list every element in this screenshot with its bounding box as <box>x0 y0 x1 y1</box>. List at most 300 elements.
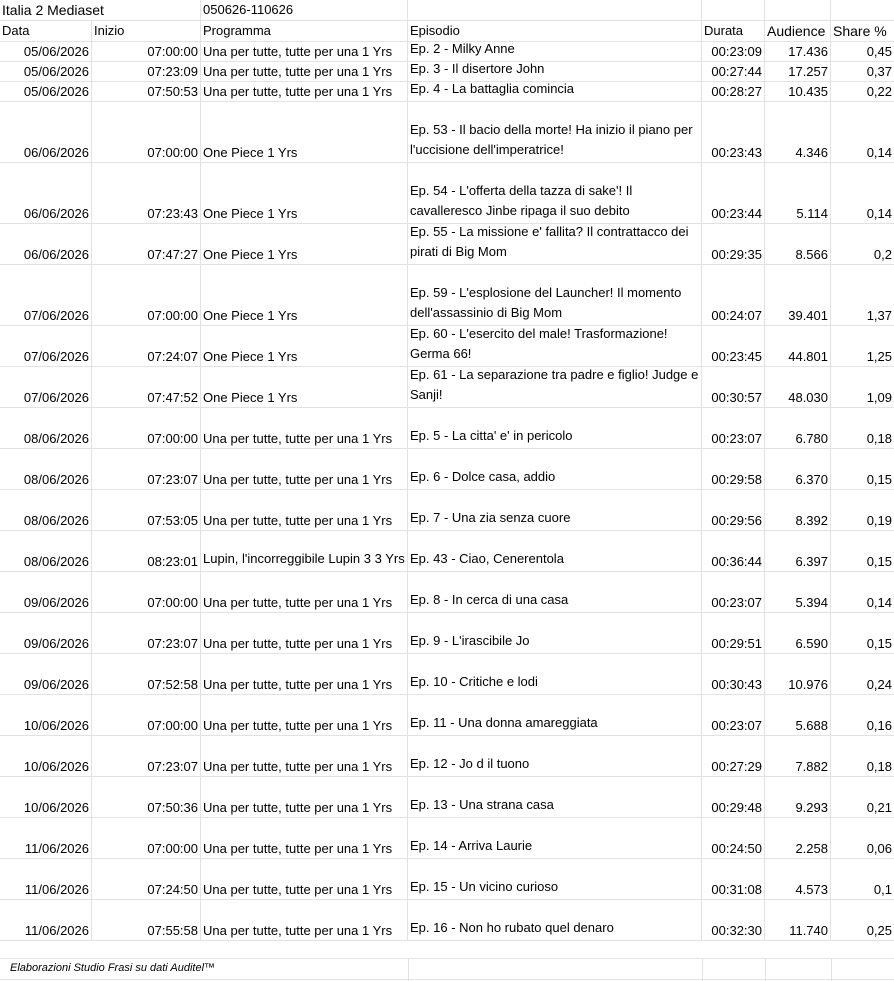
cell-episodio[interactable] <box>408 326 702 366</box>
cell-inizio[interactable] <box>92 224 201 264</box>
cell-inizio[interactable] <box>92 490 201 530</box>
cell-programma[interactable] <box>201 163 408 223</box>
cell-share-text: 0,25 <box>866 923 892 938</box>
cell-data[interactable] <box>0 82 92 101</box>
cell-audience[interactable] <box>765 736 831 776</box>
cell-data[interactable] <box>0 102 92 162</box>
cell-programma[interactable] <box>201 613 408 653</box>
cell-share-text: 0,14 <box>866 206 892 221</box>
cell-audience[interactable] <box>765 367 831 407</box>
cell-programma-text: Lupin, l'incorreggibile Lupin 3 3 Yrs <box>203 551 405 566</box>
table-row <box>0 62 894 82</box>
cell-audience[interactable] <box>765 490 831 530</box>
cell-episodio[interactable] <box>408 408 702 448</box>
cell-audience-text: 11.740 <box>789 923 828 938</box>
cell-programma[interactable] <box>201 531 408 571</box>
cell-episodio[interactable] <box>408 367 702 407</box>
cell-share[interactable] <box>831 777 894 817</box>
cell-episodio-text: Ep. 2 - Milky Anne <box>410 42 515 56</box>
table-row <box>0 654 894 695</box>
cell-audience-text: 6.780 <box>795 431 828 446</box>
footer-credit: Elaborazioni Studio Frasi su dati Auditel™ <box>10 962 216 974</box>
cell-inizio-text: 07:23:43 <box>147 206 198 221</box>
cell-programma-text: One Piece 1 Yrs <box>203 145 298 160</box>
cell-durata[interactable] <box>702 818 765 858</box>
cell-inizio[interactable] <box>92 62 201 81</box>
cell-durata-text: 00:23:44 <box>711 206 762 221</box>
cell-audience[interactable] <box>765 859 831 899</box>
cell-durata[interactable] <box>702 900 765 940</box>
cell-episodio-text: Ep. 54 - L'offerta della tazza di sake'! Il cavalleresco Jinbe ripaga il suo debito <box>410 183 633 218</box>
cell-episodio-text: Ep. 5 - La citta' e' in pericolo <box>410 428 573 443</box>
cell-programma-text: Una per tutte, tutte per una 1 Yrs <box>203 841 393 856</box>
cell-share-text: 1,37 <box>866 308 892 323</box>
header-data[interactable]: Data <box>0 21 92 41</box>
cell-audience-text: 39.401 <box>788 308 828 323</box>
empty-cell[interactable] <box>765 0 831 20</box>
table-row <box>0 900 894 941</box>
cell-durata[interactable] <box>702 613 765 653</box>
cell-share[interactable] <box>831 695 894 735</box>
cell-data[interactable] <box>0 62 92 81</box>
cell-durata[interactable] <box>702 326 765 366</box>
cell-episodio-text: Ep. 12 - Jo d il tuono <box>410 756 530 771</box>
cell-inizio[interactable] <box>92 818 201 858</box>
cell-data[interactable] <box>0 900 92 940</box>
cell-audience[interactable] <box>765 82 831 101</box>
cell-programma[interactable] <box>201 408 408 448</box>
cell-audience[interactable] <box>765 531 831 571</box>
table-row <box>0 224 894 265</box>
cell-durata[interactable] <box>702 449 765 489</box>
cell-share-text: 0,19 <box>866 513 892 528</box>
cell-durata-text: 00:24:50 <box>711 841 762 856</box>
cell-inizio[interactable] <box>92 102 201 162</box>
cell-episodio-text: Ep. 16 - Non ho rubato quel denaro <box>410 920 614 935</box>
empty-cell[interactable] <box>702 0 765 20</box>
cell-programma-text: Una per tutte, tutte per una 1 Yrs <box>203 44 393 59</box>
cell-episodio[interactable] <box>408 163 702 223</box>
cell-audience[interactable] <box>765 818 831 858</box>
cell-episodio-text: Ep. 60 - L'esercito del male! Trasformazione! Germa 66! <box>410 326 668 361</box>
cell-share[interactable] <box>831 613 894 653</box>
cell-data-text: 06/06/2026 <box>23 247 89 262</box>
cell-data[interactable] <box>0 408 92 448</box>
cell-audience-text: 5.394 <box>795 595 828 610</box>
cell-inizio[interactable] <box>92 531 201 571</box>
cell-programma-text: One Piece 1 Yrs <box>203 349 298 364</box>
cell-share[interactable] <box>831 736 894 776</box>
cell-episodio[interactable] <box>408 695 702 735</box>
cell-data[interactable] <box>0 531 92 571</box>
cell-audience[interactable] <box>765 777 831 817</box>
cell-inizio[interactable] <box>92 265 201 325</box>
cell-inizio-text: 07:23:09 <box>147 64 198 79</box>
cell-audience-text: 10.976 <box>788 677 828 692</box>
cell-data[interactable] <box>0 572 92 612</box>
cell-programma[interactable] <box>201 654 408 694</box>
cell-audience-text: 9.293 <box>795 800 828 815</box>
cell-inizio[interactable] <box>92 736 201 776</box>
cell-audience-text: 5.688 <box>795 718 828 733</box>
cell-data-text: 11/06/2026 <box>24 882 89 897</box>
cell-data-text: 08/06/2026 <box>23 431 89 446</box>
cell-episodio[interactable] <box>408 859 702 899</box>
cell-durata[interactable] <box>702 82 765 101</box>
cell-audience[interactable] <box>765 62 831 81</box>
channel-title[interactable]: Italia 2 Mediaset <box>0 0 201 20</box>
table-row <box>0 859 894 900</box>
cell-durata[interactable] <box>702 736 765 776</box>
cell-data[interactable] <box>0 818 92 858</box>
cell-programma-text: Una per tutte, tutte per una 1 Yrs <box>203 513 393 528</box>
divider <box>0 979 894 980</box>
cell-programma[interactable] <box>201 695 408 735</box>
cell-inizio-text: 07:00:00 <box>147 308 198 323</box>
cell-share-text: 0,22 <box>866 84 892 99</box>
cell-audience[interactable] <box>765 42 831 61</box>
cell-programma-text: Una per tutte, tutte per una 1 Yrs <box>203 677 393 692</box>
cell-share[interactable] <box>831 82 894 101</box>
cell-programma-text: Una per tutte, tutte per una 1 Yrs <box>203 84 393 99</box>
cell-durata[interactable] <box>702 42 765 61</box>
cell-audience-text: 10.435 <box>788 84 828 99</box>
cell-inizio[interactable] <box>92 859 201 899</box>
cell-data[interactable] <box>0 163 92 223</box>
cell-programma-text: Una per tutte, tutte per una 1 Yrs <box>203 636 393 651</box>
header-audience[interactable]: Audience <box>765 21 831 41</box>
cell-share[interactable] <box>831 449 894 489</box>
cell-audience[interactable] <box>765 613 831 653</box>
cell-audience-text: 6.397 <box>795 554 828 569</box>
cell-audience[interactable] <box>765 572 831 612</box>
cell-inizio-text: 07:47:52 <box>147 390 198 405</box>
table-row <box>0 367 894 408</box>
cell-inizio[interactable] <box>92 326 201 366</box>
header-programma[interactable]: Programma <box>201 21 408 41</box>
empty-cell[interactable] <box>831 0 894 20</box>
cell-durata[interactable] <box>702 531 765 571</box>
cell-audience[interactable] <box>765 102 831 162</box>
cell-programma-text: Una per tutte, tutte per una 1 Yrs <box>203 759 393 774</box>
cell-share-text: 0,1 <box>873 882 892 897</box>
cell-inizio-text: 07:50:36 <box>147 800 198 815</box>
cell-episodio-text: Ep. 11 - Una donna amareggiata <box>410 715 598 730</box>
cell-inizio[interactable] <box>92 42 201 61</box>
cell-durata[interactable] <box>702 777 765 817</box>
cell-audience[interactable] <box>765 408 831 448</box>
cell-share-text: 0,24 <box>866 677 892 692</box>
cell-durata-text: 00:23:07 <box>711 431 762 446</box>
cell-share[interactable] <box>831 818 894 858</box>
cell-programma[interactable] <box>201 326 408 366</box>
cell-inizio-text: 07:55:58 <box>147 923 198 938</box>
cell-share-text: 1,09 <box>866 390 892 405</box>
cell-durata-text: 00:30:43 <box>711 677 762 692</box>
table-row <box>0 82 894 102</box>
cell-programma[interactable] <box>201 224 408 264</box>
table-row <box>0 102 894 163</box>
cell-data-text: 06/06/2026 <box>23 206 89 221</box>
cell-episodio-text: Ep. 3 - Il disertore John <box>410 62 545 76</box>
cell-episodio[interactable] <box>408 654 702 694</box>
cell-episodio-text: Ep. 14 - Arriva Laurie <box>410 838 533 853</box>
cell-episodio-text: Ep. 8 - In cerca di una casa <box>410 592 569 607</box>
header-inizio[interactable]: Inizio <box>92 21 201 41</box>
cell-programma[interactable] <box>201 572 408 612</box>
cell-durata-text: 00:28:27 <box>711 84 762 99</box>
cell-programma-text: Una per tutte, tutte per una 1 Yrs <box>203 882 393 897</box>
cell-inizio-text: 07:00:00 <box>147 145 198 160</box>
cell-programma-text: One Piece 1 Yrs <box>203 308 298 323</box>
cell-inizio[interactable] <box>92 654 201 694</box>
cell-audience-text: 4.346 <box>795 145 828 160</box>
cell-programma[interactable] <box>201 818 408 858</box>
cell-audience[interactable] <box>765 326 831 366</box>
cell-durata[interactable] <box>702 408 765 448</box>
table-body <box>0 42 894 941</box>
cell-share-text: 0,14 <box>866 145 892 160</box>
cell-durata[interactable] <box>702 265 765 325</box>
cell-durata-text: 00:29:51 <box>711 636 762 651</box>
cell-data[interactable] <box>0 859 92 899</box>
cell-inizio-text: 07:23:07 <box>147 472 198 487</box>
cell-data-text: 05/06/2026 <box>23 84 89 99</box>
cell-inizio-text: 07:24:07 <box>147 349 198 364</box>
cell-episodio-text: Ep. 61 - La separazione tra padre e figlio! Judge e Sanji! <box>410 367 699 402</box>
cell-durata-text: 00:24:07 <box>711 308 762 323</box>
cell-data-text: 10/06/2026 <box>23 759 89 774</box>
cell-inizio-text: 07:00:00 <box>147 595 198 610</box>
cell-programma[interactable] <box>201 42 408 61</box>
cell-durata-text: 00:29:58 <box>711 472 762 487</box>
table-row <box>0 572 894 613</box>
cell-data[interactable] <box>0 654 92 694</box>
cell-episodio[interactable] <box>408 490 702 530</box>
cell-inizio[interactable] <box>92 777 201 817</box>
cell-data-text: 11/06/2026 <box>24 841 89 856</box>
cell-episodio[interactable] <box>408 42 702 61</box>
cell-audience-text: 7.882 <box>795 759 828 774</box>
cell-share[interactable] <box>831 572 894 612</box>
cell-episodio[interactable] <box>408 62 702 81</box>
cell-share[interactable] <box>831 326 894 366</box>
cell-share[interactable] <box>831 900 894 940</box>
cell-episodio[interactable] <box>408 531 702 571</box>
cell-share-text: 0,2 <box>873 247 892 262</box>
cell-share[interactable] <box>831 367 894 407</box>
cell-durata-text: 00:27:29 <box>711 759 762 774</box>
cell-episodio[interactable] <box>408 572 702 612</box>
cell-data[interactable] <box>0 449 92 489</box>
cell-share[interactable] <box>831 859 894 899</box>
cell-data[interactable] <box>0 695 92 735</box>
cell-episodio[interactable] <box>408 224 702 264</box>
cell-inizio[interactable] <box>92 613 201 653</box>
cell-data-text: 05/06/2026 <box>23 44 89 59</box>
cell-programma-text: Una per tutte, tutte per una 1 Yrs <box>203 64 393 79</box>
cell-durata[interactable] <box>702 654 765 694</box>
table-row <box>0 163 894 224</box>
cell-data[interactable] <box>0 736 92 776</box>
cell-audience[interactable] <box>765 163 831 223</box>
cell-programma[interactable] <box>201 449 408 489</box>
cell-programma[interactable] <box>201 490 408 530</box>
cell-programma-text: One Piece 1 Yrs <box>203 247 298 262</box>
cell-programma[interactable] <box>201 82 408 101</box>
cell-inizio-text: 07:00:00 <box>147 44 198 59</box>
cell-episodio[interactable] <box>408 900 702 940</box>
cell-data[interactable] <box>0 367 92 407</box>
cell-inizio[interactable] <box>92 408 201 448</box>
cell-data[interactable] <box>0 613 92 653</box>
cell-data-text: 05/06/2026 <box>23 64 89 79</box>
cell-durata[interactable] <box>702 859 765 899</box>
cell-share-text: 0,14 <box>866 595 892 610</box>
cell-share[interactable] <box>831 265 894 325</box>
cell-share[interactable] <box>831 531 894 571</box>
cell-durata-text: 00:23:07 <box>711 718 762 733</box>
cell-durata[interactable] <box>702 224 765 264</box>
cell-programma-text: Una per tutte, tutte per una 1 Yrs <box>203 595 393 610</box>
title-row <box>0 0 894 21</box>
cell-programma-text: One Piece 1 Yrs <box>203 206 298 221</box>
cell-share[interactable] <box>831 408 894 448</box>
cell-audience-text: 8.566 <box>795 247 828 262</box>
header-share[interactable]: Share % <box>833 23 887 39</box>
cell-durata[interactable] <box>702 163 765 223</box>
cell-durata-text: 00:29:35 <box>711 247 762 262</box>
cell-data[interactable] <box>0 265 92 325</box>
cell-programma[interactable] <box>201 265 408 325</box>
cell-episodio[interactable] <box>408 82 702 101</box>
cell-inizio-text: 07:00:00 <box>147 718 198 733</box>
cell-inizio-text: 07:00:00 <box>147 841 198 856</box>
cell-share[interactable] <box>831 224 894 264</box>
cell-audience[interactable] <box>765 900 831 940</box>
cell-episodio[interactable] <box>408 449 702 489</box>
cell-data[interactable] <box>0 224 92 264</box>
cell-audience[interactable] <box>765 695 831 735</box>
cell-audience[interactable] <box>765 224 831 264</box>
cell-inizio[interactable] <box>92 900 201 940</box>
cell-share-text: 0,37 <box>866 64 892 79</box>
cell-durata[interactable] <box>702 490 765 530</box>
cell-durata-text: 00:23:45 <box>711 349 762 364</box>
cell-share-text: 0,18 <box>866 431 892 446</box>
cell-inizio[interactable] <box>92 367 201 407</box>
cell-inizio[interactable] <box>92 163 201 223</box>
cell-inizio-text: 07:24:50 <box>147 882 198 897</box>
cell-share[interactable] <box>831 490 894 530</box>
cell-durata[interactable] <box>702 102 765 162</box>
cell-episodio[interactable] <box>408 736 702 776</box>
cell-programma[interactable] <box>201 736 408 776</box>
cell-programma-text: Una per tutte, tutte per una 1 Yrs <box>203 472 393 487</box>
cell-audience-text: 44.801 <box>788 349 828 364</box>
cell-episodio[interactable] <box>408 102 702 162</box>
cell-audience-text: 17.257 <box>788 64 828 79</box>
table-row <box>0 265 894 326</box>
header-durata[interactable]: Durata <box>702 21 765 41</box>
divider <box>702 958 703 981</box>
cell-data-text: 08/06/2026 <box>23 513 89 528</box>
cell-durata[interactable] <box>702 367 765 407</box>
cell-episodio-text: Ep. 53 - Il bacio della morte! Ha inizio il piano per l'uccisione dell'imperatrice! <box>410 122 693 157</box>
cell-share[interactable] <box>831 62 894 81</box>
cell-durata-text: 00:23:09 <box>711 44 762 59</box>
cell-episodio-text: Ep. 59 - L'esplosione del Launcher! Il momento dell'assassinio di Big Mom <box>410 285 682 320</box>
cell-inizio[interactable] <box>92 82 201 101</box>
cell-inizio[interactable] <box>92 449 201 489</box>
cell-durata-text: 00:36:44 <box>711 554 762 569</box>
cell-programma[interactable] <box>201 777 408 817</box>
cell-durata-text: 00:27:44 <box>711 64 762 79</box>
table-row <box>0 449 894 490</box>
cell-inizio-text: 07:50:53 <box>147 84 198 99</box>
cell-audience[interactable] <box>765 449 831 489</box>
cell-share-text: 0,21 <box>866 800 892 815</box>
cell-durata[interactable] <box>702 695 765 735</box>
cell-share[interactable] <box>831 42 894 61</box>
cell-programma[interactable] <box>201 859 408 899</box>
divider <box>0 958 894 959</box>
cell-episodio[interactable] <box>408 818 702 858</box>
period-label[interactable]: 050626-110626 <box>201 0 408 20</box>
cell-durata[interactable] <box>702 572 765 612</box>
cell-programma[interactable] <box>201 900 408 940</box>
cell-inizio-text: 07:23:07 <box>147 759 198 774</box>
cell-share-text: 0,45 <box>866 44 892 59</box>
cell-share[interactable] <box>831 102 894 162</box>
cell-share-text: 1,25 <box>866 349 892 364</box>
cell-share[interactable] <box>831 654 894 694</box>
table-row <box>0 695 894 736</box>
cell-audience-text: 48.030 <box>788 390 828 405</box>
cell-episodio[interactable] <box>408 777 702 817</box>
cell-episodio-text: Ep. 55 - La missione e' fallita? Il contrattacco dei pirati di Big Mom <box>410 224 689 259</box>
cell-episodio-text: Ep. 4 - La battaglia comincia <box>410 82 575 96</box>
cell-share[interactable] <box>831 163 894 223</box>
cell-audience[interactable] <box>765 265 831 325</box>
cell-audience-text: 17.436 <box>788 44 828 59</box>
cell-share-text: 0,15 <box>866 554 892 569</box>
header-episodio[interactable]: Episodio <box>408 21 702 41</box>
cell-durata-text: 00:30:57 <box>711 390 762 405</box>
cell-audience[interactable] <box>765 654 831 694</box>
cell-data[interactable] <box>0 42 92 61</box>
cell-programma[interactable] <box>201 62 408 81</box>
table-row <box>0 613 894 654</box>
cell-durata[interactable] <box>702 62 765 81</box>
table-row <box>0 490 894 531</box>
cell-data[interactable] <box>0 777 92 817</box>
cell-data-text: 07/06/2026 <box>23 390 89 405</box>
cell-data-text: 10/06/2026 <box>23 718 89 733</box>
cell-programma[interactable] <box>201 102 408 162</box>
cell-programma-text: Una per tutte, tutte per una 1 Yrs <box>203 923 393 938</box>
cell-inizio-text: 07:53:05 <box>147 513 198 528</box>
cell-data[interactable] <box>0 490 92 530</box>
cell-inizio[interactable] <box>92 572 201 612</box>
cell-data[interactable] <box>0 326 92 366</box>
cell-episodio[interactable] <box>408 613 702 653</box>
cell-programma[interactable] <box>201 367 408 407</box>
cell-share-text: 0,15 <box>866 472 892 487</box>
cell-inizio[interactable] <box>92 695 201 735</box>
cell-episodio[interactable] <box>408 265 702 325</box>
empty-cell[interactable] <box>408 0 702 20</box>
